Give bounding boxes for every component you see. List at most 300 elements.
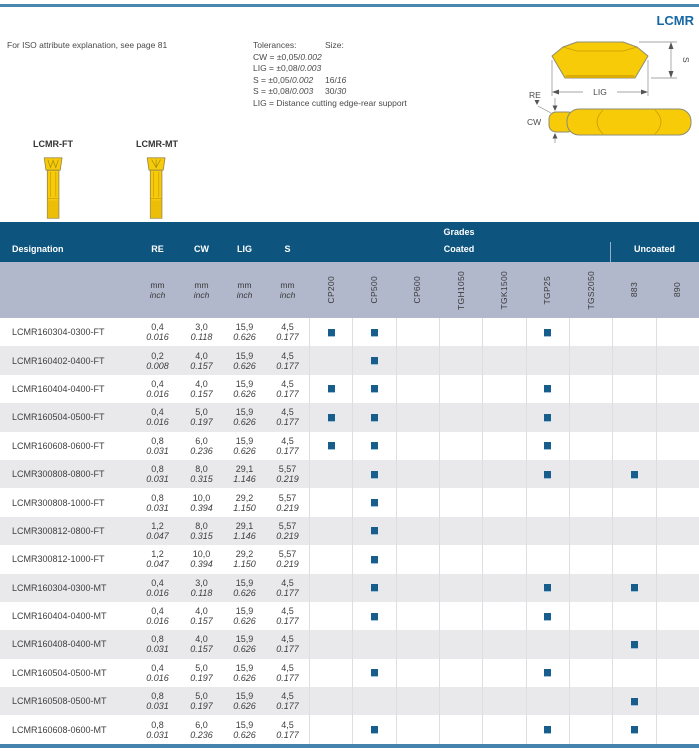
value-inch: 0.177: [276, 729, 299, 740]
value-inch: 0.157: [190, 388, 213, 399]
grade-available-marker: [544, 442, 551, 449]
value-mm: 8,0: [195, 464, 208, 475]
value-inch: 0.197: [190, 672, 213, 683]
grade-name-label: TGP25: [542, 275, 553, 305]
lig-definition-note: LIG = Distance cutting edge-rear support: [253, 98, 407, 108]
value-mm: 6,0: [195, 719, 208, 730]
grade-cell-cp500: [352, 602, 395, 630]
dim-cell-re: [135, 460, 180, 488]
dim-cell-re: [135, 517, 180, 545]
lig-column-heading: LIG: [237, 244, 252, 254]
insert-top-view: [549, 109, 691, 135]
value-inch: 0.177: [276, 644, 299, 655]
top-rule: [0, 4, 699, 7]
grade-cell-883: [612, 687, 655, 715]
grade-cell-tgh1050: [439, 659, 482, 687]
dim-cell-cw: [180, 432, 223, 460]
designation-cell: LCMR160504-0500-FT: [12, 412, 105, 423]
grade-cell-tgk1500: [482, 488, 525, 516]
table-row: [0, 517, 699, 545]
value-inch: 0.219: [276, 474, 299, 485]
value-inch: 0.177: [276, 332, 299, 343]
grade-cell-tgs2050: [569, 488, 612, 516]
grade-cell-cp200: [309, 687, 352, 715]
grade-column-heading-883: [612, 262, 655, 318]
value-mm: 29,1: [235, 520, 254, 531]
value-inch: 0.177: [276, 417, 299, 428]
grade-column-heading-cp200: [309, 262, 352, 318]
grade-cell-tgh1050: [439, 715, 482, 743]
grade-cell-tgp25: [526, 574, 569, 602]
dim-cell-s: [266, 630, 309, 658]
unit-inch-label: inch: [236, 290, 253, 300]
grade-name-label: TGK1500: [498, 270, 509, 310]
arrow-up-icon: [553, 133, 558, 139]
grade-cell-cp500: [352, 318, 395, 346]
table-row: [0, 630, 699, 658]
value-inch: 0.118: [190, 332, 213, 343]
grade-cell-890: [656, 403, 699, 431]
grade-cell-883: [612, 460, 655, 488]
dim-cell-cw: [180, 574, 223, 602]
unit-cell-s: [266, 262, 309, 318]
table-row: [0, 318, 699, 346]
grade-cell-890: [656, 346, 699, 374]
grade-cell-cp200: [309, 659, 352, 687]
dim-cell-re: [135, 659, 180, 687]
grade-cell-cp500: [352, 715, 395, 743]
grade-name-label: CP500: [368, 276, 379, 304]
tolerance-line: [253, 75, 453, 87]
value-mm: 5,57: [278, 464, 297, 475]
grade-cell-cp200: [309, 715, 352, 743]
dim-cell-lig: [223, 602, 266, 630]
table-row: [0, 687, 699, 715]
table-subheader: [0, 262, 699, 318]
value-inch: 0.118: [190, 587, 213, 598]
grade-available-marker: [328, 442, 335, 449]
grade-cell-tgp25: [526, 630, 569, 658]
designation-cell: LCMR160508-0500-MT: [12, 696, 107, 707]
dim-cell-lig: [223, 432, 266, 460]
grade-cell-tgs2050: [569, 630, 612, 658]
grade-cell-cp500: [352, 432, 395, 460]
dim-cell-lig: [223, 488, 266, 516]
value-mm: 10,0: [192, 549, 211, 560]
value-mm: 0,4: [151, 577, 164, 588]
dim-cell-re: [135, 715, 180, 743]
value-mm: 4,0: [195, 606, 208, 617]
value-inch: 0.236: [190, 729, 213, 740]
dim-cell-re: [135, 574, 180, 602]
grade-cell-cp600: [396, 545, 439, 573]
grade-cell-cp600: [396, 602, 439, 630]
designation-cell: LCMR300812-0800-FT: [12, 525, 105, 536]
value-mm: 0,4: [151, 322, 164, 333]
grade-cell-883: [612, 318, 655, 346]
grade-cell-tgk1500: [482, 630, 525, 658]
tolerance-size: 16/16: [325, 74, 347, 85]
unit-mm-label: mm: [194, 280, 209, 290]
insert-dimension-diagram: [525, 30, 699, 144]
value-inch: 0.031: [146, 474, 169, 485]
grade-column-heading-tgp25: [526, 262, 569, 318]
value-inch: 0.031: [146, 644, 169, 655]
grade-cell-883: [612, 602, 655, 630]
value-mm: 4,0: [195, 634, 208, 645]
table-row: [0, 488, 699, 516]
bottom-rule: [0, 744, 699, 748]
tolerances-heading-row: [253, 40, 453, 52]
unit-cell-cw: [180, 262, 223, 318]
value-inch: 0.219: [276, 502, 299, 513]
tolerance-metric: LIG = ±0,08/0.003: [253, 63, 322, 73]
grade-cell-883: [612, 630, 655, 658]
grade-cell-883: [612, 346, 655, 374]
tolerance-metric: S = ±0,05/0.002: [253, 74, 314, 85]
value-mm: 4,5: [281, 350, 294, 361]
grade-cell-cp500: [352, 403, 395, 431]
dim-cell-cw: [180, 488, 223, 516]
grade-available-marker: [371, 329, 378, 336]
dim-cell-cw: [180, 403, 223, 431]
value-inch: 0.016: [146, 332, 169, 343]
grade-cell-tgs2050: [569, 432, 612, 460]
iso-note: For ISO attribute explanation, see page 81: [7, 40, 168, 50]
designation-cell: LCMR160504-0500-MT: [12, 667, 107, 678]
grade-cell-883: [612, 715, 655, 743]
designation-cell: LCMR160408-0400-MT: [12, 639, 107, 650]
value-mm: 15,9: [235, 719, 254, 730]
value-inch: 0.626: [233, 701, 256, 712]
grade-available-marker: [371, 726, 378, 733]
grade-cell-cp600: [396, 403, 439, 431]
tolerances-heading: Tolerances:: [253, 40, 297, 50]
designation-cell: LCMR160304-0300-MT: [12, 582, 107, 593]
grade-cell-tgp25: [526, 715, 569, 743]
value-inch: 0.031: [146, 445, 169, 456]
re-dimension: [529, 90, 551, 113]
value-inch: 0.016: [146, 388, 169, 399]
table-row: [0, 460, 699, 488]
grade-cell-tgh1050: [439, 574, 482, 602]
value-inch: 0.626: [233, 672, 256, 683]
dim-cell-cw: [180, 659, 223, 687]
grade-cell-tgh1050: [439, 403, 482, 431]
grade-cell-tgp25: [526, 517, 569, 545]
table-row: [0, 375, 699, 403]
grade-cell-890: [656, 488, 699, 516]
value-inch: 0.177: [276, 388, 299, 399]
dim-cell-re: [135, 432, 180, 460]
unit-mm-label: mm: [280, 280, 295, 290]
grade-column-heading-tgk1500: [482, 262, 525, 318]
value-mm: 4,0: [195, 378, 208, 389]
value-inch: 0.016: [146, 587, 169, 598]
value-inch: 0.157: [190, 644, 213, 655]
dim-cell-s: [266, 517, 309, 545]
dim-cell-s: [266, 715, 309, 743]
insert-side-view: [552, 42, 648, 78]
value-inch: 0.177: [276, 701, 299, 712]
grade-cell-tgh1050: [439, 432, 482, 460]
value-inch: 0.626: [233, 332, 256, 343]
value-inch: 0.315: [190, 474, 213, 485]
value-mm: 5,57: [278, 549, 297, 560]
tolerance-lines: [253, 52, 453, 98]
value-inch: 0.394: [190, 559, 213, 570]
arrow-up-icon: [669, 42, 674, 49]
grade-cell-cp600: [396, 346, 439, 374]
coated-heading: Coated: [443, 244, 475, 254]
value-inch: 0.177: [276, 616, 299, 627]
value-inch: 0.047: [146, 559, 169, 570]
grade-cell-cp600: [396, 488, 439, 516]
dim-cell-re: [135, 403, 180, 431]
grade-cell-tgh1050: [439, 630, 482, 658]
grade-name-label: TGS2050: [585, 270, 596, 310]
grade-cell-tgs2050: [569, 517, 612, 545]
grade-cell-tgh1050: [439, 545, 482, 573]
value-inch: 0.236: [190, 445, 213, 456]
variant-label-lcmr-mt: LCMR-MT: [136, 139, 178, 149]
value-inch: 0.031: [146, 701, 169, 712]
tolerance-metric: S = ±0,08/0.003: [253, 86, 314, 96]
grade-cell-cp200: [309, 346, 352, 374]
grade-cell-cp600: [396, 574, 439, 602]
grade-cell-cp200: [309, 460, 352, 488]
grade-cell-tgp25: [526, 545, 569, 573]
grade-cell-883: [612, 659, 655, 687]
grade-cell-cp200: [309, 517, 352, 545]
table-row: [0, 602, 699, 630]
value-inch: 0.197: [190, 701, 213, 712]
value-mm: 8,0: [195, 520, 208, 531]
grade-cell-tgs2050: [569, 375, 612, 403]
grade-available-marker: [544, 385, 551, 392]
value-mm: 0,4: [151, 378, 164, 389]
grade-available-marker: [328, 329, 335, 336]
grade-available-marker: [371, 442, 378, 449]
grade-cell-tgp25: [526, 346, 569, 374]
dim-cell-s: [266, 375, 309, 403]
value-mm: 29,2: [235, 492, 254, 503]
grade-cell-tgs2050: [569, 545, 612, 573]
tolerance-line: [253, 86, 453, 98]
arrow-right-icon: [641, 90, 648, 95]
grade-available-marker: [371, 556, 378, 563]
designation-cell: LCMR160608-0600-FT: [12, 440, 105, 451]
dim-cell-s: [266, 602, 309, 630]
arrow-down-icon: [553, 106, 558, 112]
value-mm: 6,0: [195, 435, 208, 446]
grade-cell-tgk1500: [482, 318, 525, 346]
coated-uncoated-divider: [610, 242, 611, 262]
value-mm: 4,5: [281, 719, 294, 730]
grade-cell-tgk1500: [482, 715, 525, 743]
value-mm: 15,9: [235, 407, 254, 418]
value-mm: 4,5: [281, 577, 294, 588]
grade-available-marker: [631, 698, 638, 705]
grade-cell-tgs2050: [569, 602, 612, 630]
value-mm: 10,0: [192, 492, 211, 503]
dim-cell-lig: [223, 574, 266, 602]
value-inch: 1.150: [233, 559, 256, 570]
s-label: S: [681, 57, 691, 63]
grade-available-marker: [371, 584, 378, 591]
table-row: [0, 432, 699, 460]
cw-label: CW: [527, 117, 542, 127]
grade-cell-tgk1500: [482, 375, 525, 403]
grade-cell-cp500: [352, 346, 395, 374]
dim-cell-s: [266, 488, 309, 516]
grade-available-marker: [328, 385, 335, 392]
tolerance-metric: CW = ±0,05/0.002: [253, 51, 322, 62]
table-row: [0, 659, 699, 687]
value-inch: 0.177: [276, 672, 299, 683]
value-inch: 1.146: [233, 474, 256, 485]
value-inch: 0.626: [233, 417, 256, 428]
insert-image-lcmr-ft: [42, 156, 66, 220]
value-mm: 15,9: [235, 350, 254, 361]
grade-cell-tgs2050: [569, 403, 612, 431]
grade-cell-tgh1050: [439, 488, 482, 516]
dim-cell-lig: [223, 630, 266, 658]
unit-inch-label: inch: [149, 290, 166, 300]
grade-available-marker: [544, 613, 551, 620]
designation-heading: Designation: [12, 244, 64, 254]
dim-cell-lig: [223, 460, 266, 488]
unit-inch-label: inch: [193, 290, 210, 300]
value-inch: 0.626: [233, 445, 256, 456]
value-inch: 0.031: [146, 729, 169, 740]
value-mm: 15,9: [235, 662, 254, 673]
value-mm: 15,9: [235, 606, 254, 617]
value-mm: 0,8: [151, 634, 164, 645]
grade-cell-890: [656, 545, 699, 573]
dim-cell-s: [266, 346, 309, 374]
value-inch: 0.626: [233, 729, 256, 740]
grade-cell-890: [656, 517, 699, 545]
table-row: [0, 715, 699, 743]
dim-cell-re: [135, 630, 180, 658]
grade-cell-cp600: [396, 687, 439, 715]
arrow-left-icon: [552, 90, 559, 95]
dim-cell-cw: [180, 460, 223, 488]
dim-cell-s: [266, 403, 309, 431]
grade-available-marker: [631, 641, 638, 648]
grade-cell-cp500: [352, 375, 395, 403]
value-mm: 15,9: [235, 577, 254, 588]
value-inch: 0.394: [190, 502, 213, 513]
grade-cell-tgk1500: [482, 460, 525, 488]
value-mm: 0,4: [151, 407, 164, 418]
grade-cell-883: [612, 403, 655, 431]
grade-cell-tgh1050: [439, 687, 482, 715]
grade-cell-tgk1500: [482, 574, 525, 602]
value-mm: 15,9: [235, 322, 254, 333]
dim-cell-re: [135, 687, 180, 715]
grade-cell-tgp25: [526, 460, 569, 488]
grade-cell-890: [656, 630, 699, 658]
value-inch: 0.219: [276, 530, 299, 541]
value-mm: 5,57: [278, 492, 297, 503]
grade-cell-tgs2050: [569, 460, 612, 488]
grade-cell-tgk1500: [482, 517, 525, 545]
value-mm: 1,2: [151, 520, 164, 531]
tolerance-size: 30/30: [325, 86, 347, 96]
value-mm: 0,8: [151, 435, 164, 446]
value-mm: 0,4: [151, 606, 164, 617]
grade-cell-cp200: [309, 630, 352, 658]
grade-cell-cp500: [352, 545, 395, 573]
grade-cell-cp500: [352, 574, 395, 602]
page-title: LCMR: [656, 13, 694, 28]
value-mm: 15,9: [235, 634, 254, 645]
dim-cell-re: [135, 375, 180, 403]
grade-cell-tgs2050: [569, 318, 612, 346]
dim-cell-lig: [223, 403, 266, 431]
value-mm: 5,0: [195, 662, 208, 673]
value-inch: 0.008: [146, 360, 169, 371]
value-mm: 3,0: [195, 322, 208, 333]
value-mm: 29,1: [235, 464, 254, 475]
grade-cell-cp600: [396, 517, 439, 545]
value-mm: 4,0: [195, 350, 208, 361]
cw-column-heading: CW: [194, 244, 209, 254]
value-inch: 0.157: [190, 616, 213, 627]
grade-cell-cp500: [352, 460, 395, 488]
grade-cell-cp600: [396, 375, 439, 403]
value-inch: 0.219: [276, 559, 299, 570]
value-mm: 0,2: [151, 350, 164, 361]
side-view-edge-shading: [565, 75, 635, 78]
value-mm: 4,5: [281, 634, 294, 645]
value-inch: 0.177: [276, 360, 299, 371]
grade-cell-tgh1050: [439, 346, 482, 374]
value-mm: 1,2: [151, 549, 164, 560]
grade-available-marker: [328, 414, 335, 421]
tolerance-line: [253, 52, 453, 64]
value-inch: 0.031: [146, 502, 169, 513]
grade-available-marker: [371, 471, 378, 478]
grade-cell-tgh1050: [439, 318, 482, 346]
tolerance-line: [253, 63, 453, 75]
grade-available-marker: [371, 357, 378, 364]
grade-available-marker: [371, 669, 378, 676]
value-inch: 0.626: [233, 644, 256, 655]
value-inch: 0.626: [233, 388, 256, 399]
dim-cell-s: [266, 318, 309, 346]
grade-cell-cp200: [309, 375, 352, 403]
grade-cell-cp200: [309, 602, 352, 630]
value-inch: 0.197: [190, 417, 213, 428]
value-inch: 0.626: [233, 360, 256, 371]
grade-cell-tgp25: [526, 488, 569, 516]
value-mm: 5,57: [278, 520, 297, 531]
grade-available-marker: [631, 471, 638, 478]
arrow-down-icon: [669, 71, 674, 78]
value-mm: 0,8: [151, 464, 164, 475]
re-label: RE: [529, 90, 541, 100]
value-mm: 5,0: [195, 407, 208, 418]
designation-cell: LCMR160404-0400-FT: [12, 383, 105, 394]
value-inch: 0.626: [233, 616, 256, 627]
dim-cell-lig: [223, 318, 266, 346]
dim-cell-lig: [223, 659, 266, 687]
dim-cell-lig: [223, 517, 266, 545]
value-mm: 0,8: [151, 719, 164, 730]
